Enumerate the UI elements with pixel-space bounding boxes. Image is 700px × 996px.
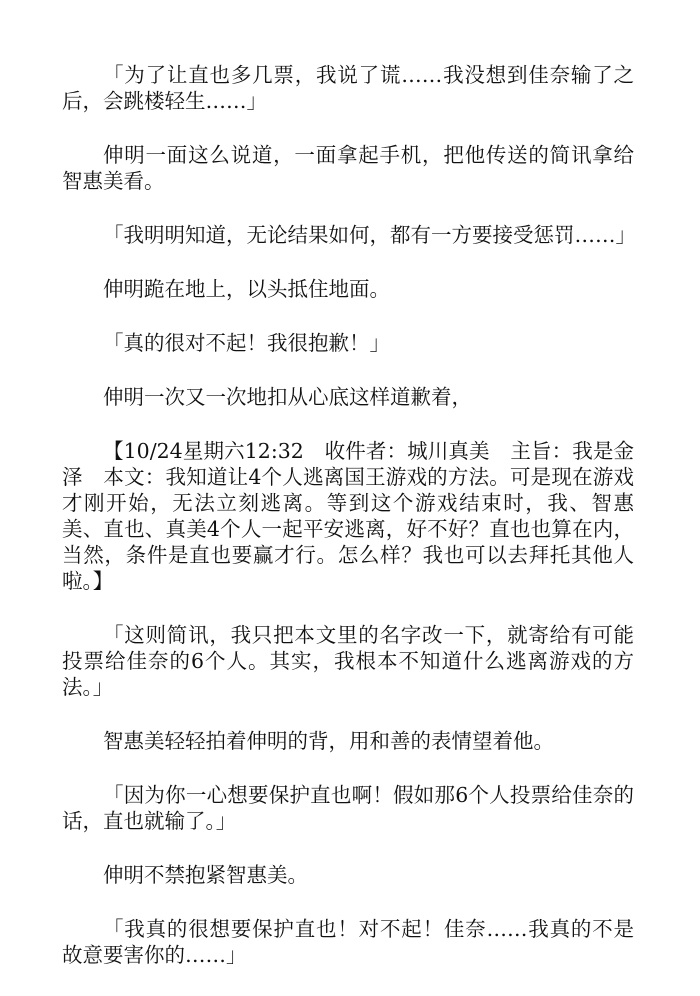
paragraph-2: 伸明一面这么说道，一面拿起手机，把他传送的简讯拿给智惠美看。 [62, 143, 634, 193]
paragraph-4: 伸明跪在地上，以头抵住地面。 [103, 277, 390, 301]
paragraph-11: 伸明不禁抱紧智惠美。 [103, 863, 308, 887]
paragraph-1: 「为了让直也多几票，我说了谎……我没想到佳奈输了之后，会跳楼轻生……」 [62, 63, 634, 113]
paragraph-9: 智惠美轻轻拍着伸明的背，用和善的表情望着他。 [103, 729, 554, 753]
paragraph-6: 伸明一次又一次地扣从心底这样道歉着， [103, 385, 472, 409]
paragraph-12: 「我真的很想要保护直也！对不起！佳奈……我真的不是故意要害你的……」 [62, 917, 634, 967]
document-page [62, 62, 634, 996]
paragraph-3: 「我明明知道，无论结果如何，都有一方要接受惩罚……」 [103, 223, 636, 247]
paragraph-5: 「真的很对不起！我很抱歉！」 [103, 331, 390, 355]
paragraph-10: 「因为你一心想要保护直也啊！假如那6个人投票给佳奈的话，直也就输了。」 [62, 783, 634, 833]
paragraph-8: 「这则简讯，我只把本文里的名字改一下，就寄给有可能投票给佳奈的6个人。其实，我根本不知道什么逃离游戏的方法。」 [62, 623, 634, 699]
paragraph-7-message: 【10/24星期六12:32 收件者：城川真美 主旨：我是金泽 本文：我知道让4个人逃离国王游戏的方法。可是现在游戏才刚开始，无法立刻逃离。等到这个游戏结束时，我、智惠美、直也、真美4个人一起平安逃离，好不好？直也也算在内，当然，条件是直也要赢才行。怎么样？我也可以去拜托其他人啦。】 [62, 439, 634, 593]
